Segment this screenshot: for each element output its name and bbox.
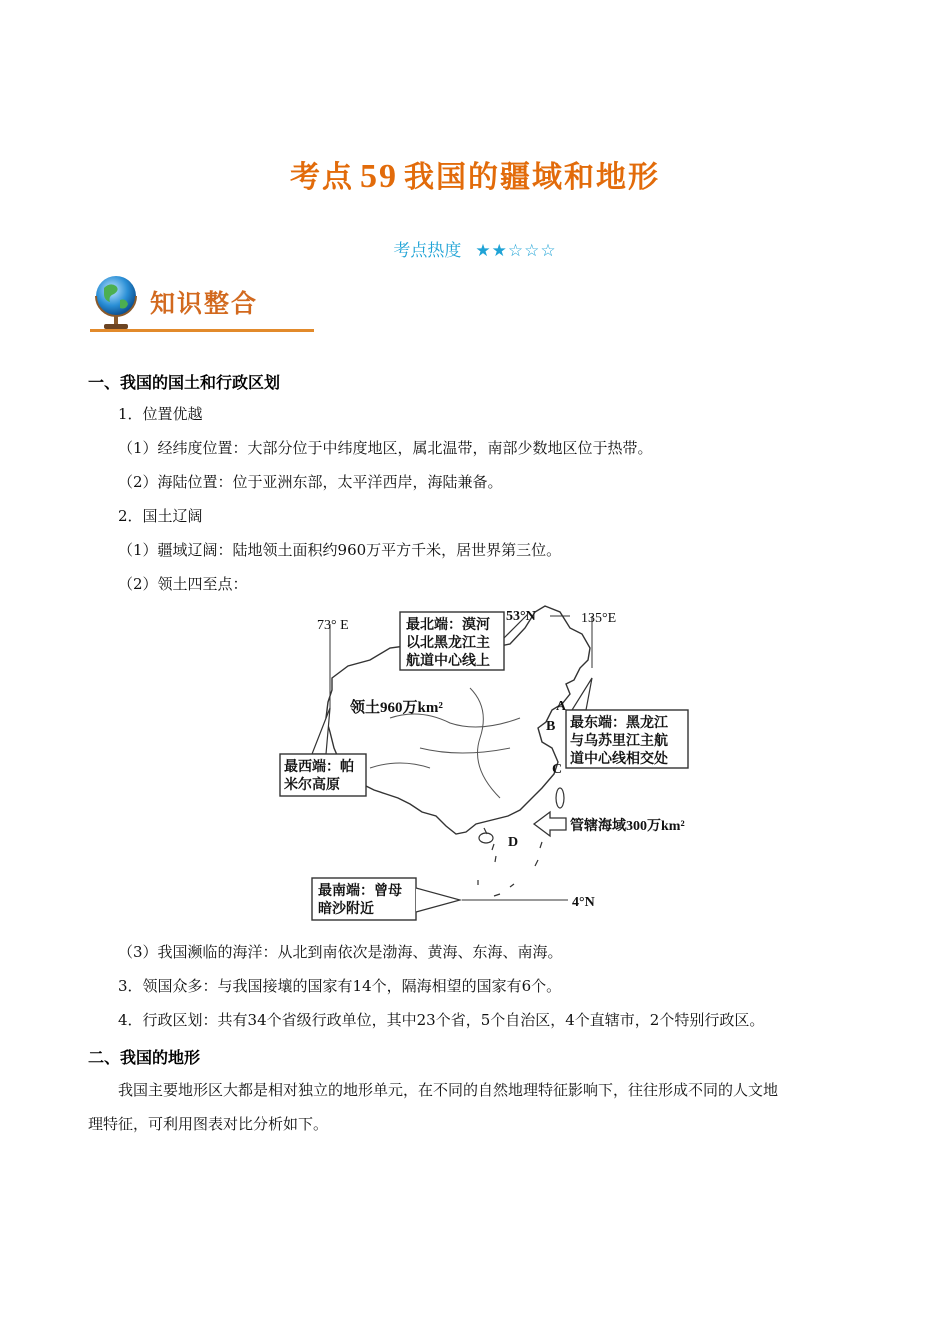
heat-label: 考点热度 [393, 241, 462, 261]
s2-paragraph-3: （3）我国濒临的海洋：从北到南依次是渤海、黄海、东海、南海。 [118, 943, 563, 961]
section-2-heading: 二、我国的地形 [88, 1048, 201, 1067]
star-rating: ★★☆☆☆ [475, 241, 557, 261]
letter-a: A [556, 699, 567, 714]
area-label: 领土960万km² [350, 700, 443, 716]
east-callout-line3: 道中心线相交处 [570, 752, 668, 767]
west-callout-line1: 最西端：帕 [284, 760, 354, 775]
s2-paragraph-2: （2）领土四至点： [118, 575, 248, 593]
heat-rating [0, 236, 950, 261]
south-callout-line2: 暗沙附近 [318, 902, 374, 917]
section-1-heading: 一、我国的国土和行政区划 [88, 373, 281, 392]
lat-north-label: 53°N [506, 609, 536, 624]
knowledge-banner [88, 268, 314, 338]
west-callout-line2: 米尔高原 [284, 778, 340, 793]
north-callout-line1: 最北端：漠河 [406, 618, 490, 633]
s1-paragraph-1: （1）经纬度位置：大部分位于中纬度地区，属北温带，南部少数地区位于热带。 [118, 439, 653, 457]
s4-paragraph: 4．行政区划：共有34个省级行政单位，其中23个省，5个自治区，4个直辖市，2个特别行政区。 [118, 1011, 765, 1029]
banner-underline [90, 329, 314, 332]
east-callout-line1: 最东端：黑龙江 [570, 716, 668, 731]
north-callout-line3: 航道中心线上 [406, 654, 490, 669]
globe-icon [90, 272, 146, 332]
lon-west-label: 73° E [317, 618, 349, 633]
s2-paragraph-1: （1）疆域辽阔：陆地领土面积约960万平方千米，居世界第三位。 [118, 541, 562, 559]
sea-label: 管辖海域300万km² [570, 819, 685, 834]
s3-paragraph: 3．领国众多：与我国接壤的国家有14个，隔海相望的国家有6个。 [118, 977, 562, 995]
letter-b: B [546, 719, 556, 734]
east-callout-line2: 与乌苏里江主航 [570, 734, 668, 749]
lat-south-label: 4°N [572, 895, 595, 910]
north-callout-line2: 以北黑龙江主 [406, 636, 490, 651]
s1-paragraph-2: （2）海陆位置：位于亚洲东部，太平洋西岸，海陆兼备。 [118, 473, 503, 491]
title-text: 我国的疆域和地形 [404, 160, 660, 195]
lon-east-label: 135°E [581, 611, 617, 626]
banner-label: 知识整合 [150, 289, 259, 318]
title-number: 59 [360, 158, 398, 195]
s2-body-line2: 理特征，可利用图表对比分析如下。 [88, 1115, 329, 1133]
title-prefix: 考点 [290, 160, 354, 195]
letter-c: C [552, 762, 563, 777]
s2-body-line1: 我国主要地形区大都是相对独立的地形单元，在不同的自然地理特征影响下，往往形成不同的人文地 [118, 1081, 779, 1099]
sea-arrow [534, 812, 566, 836]
china-territory-map [270, 598, 720, 928]
s2-title: 2．国土辽阔 [118, 507, 203, 525]
south-callout-line1: 最南端：曾母 [318, 884, 402, 899]
s1-title: 1．位置优越 [118, 405, 203, 423]
letter-d: D [508, 835, 519, 850]
page-title [0, 152, 950, 196]
